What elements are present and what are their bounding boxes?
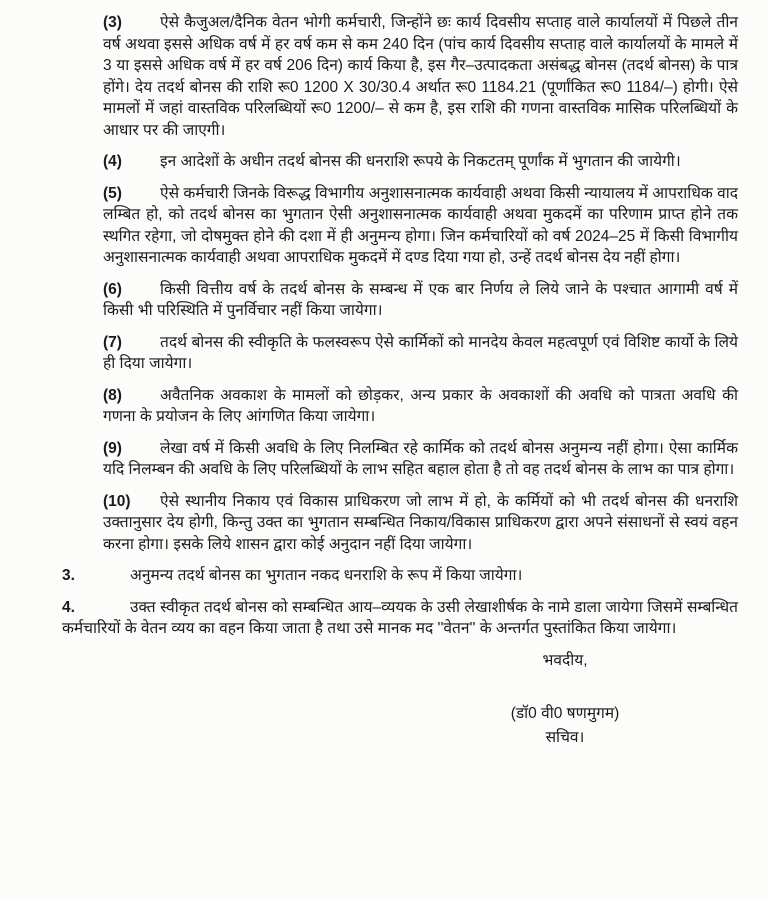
signatory-name: (डॉ0 वी0 षणमुगम) bbox=[510, 705, 620, 722]
paragraph-8-text: अवैतनिक अवकाश के मामलों को छोड़कर, अन्य प्रकार के अवकाशों की अवधि को पात्रता अवधि की गणना के प्रयोजन के लिए आंगणित किया जायेगा। bbox=[103, 386, 738, 425]
paragraph-7 bbox=[103, 332, 738, 375]
main-paragraph-3-number: 3. bbox=[62, 567, 75, 584]
signatory-title: सचिव। bbox=[545, 728, 585, 746]
paragraph-6 bbox=[103, 279, 738, 322]
paragraph-6-text: किसी वित्तीय वर्ष के तदर्थ बोनस के सम्बन्ध में एक बार निर्णय ले लिये जाने के पश्चात आगामी वर्ष में किसी भी परिस्थिति में पुनर्विचार नहीं किया जायेगा। bbox=[103, 280, 738, 319]
main-paragraph-4-number: 4. bbox=[62, 598, 75, 616]
paragraph-9-number: (9) bbox=[103, 439, 122, 457]
paragraph-5 bbox=[103, 183, 738, 269]
paragraph-4-text: इन आदेशों के अधीन तदर्थ बोनस की धनराशि रूपये के निकटतम् पूर्णांक में भुगतान की जायेगी। bbox=[160, 153, 681, 170]
paragraph-10-text: ऐसे स्थानीय निकाय एवं विकास प्राधिकरण जो लाभ में हो, के कर्मियों को भी तदर्थ बोनस की धनराशि उक्तानुसार देय होगी, किन्तु उक्त का भुगतान सम्बन्धित निकाय/विकास प्राधिकरण द्वारा अपने संसाधनों से स्वयं वहन करना होगा। इसके लिये शासन द्वारा कोई अनुदान नहीं दिया जायेगा। bbox=[103, 492, 738, 553]
paragraph-3 bbox=[103, 12, 738, 141]
paragraph-7-text: तदर्थ बोनस की स्वीकृति के फलस्वरूप ऐसे कार्मिकों को मानदेय केवल महत्वपूर्ण एवं विशिष्ट कार्यो के लिये ही दिया जायेगा। bbox=[103, 333, 738, 372]
paragraph-3-text: ऐसे कैजुअल/दैनिक वेतन भोगी कर्मचारी, जिन्होंने छः कार्य दिवसीय सप्ताह वाले कार्यालयों में पिछले तीन वर्ष अथवा इससे अधिक वर्ष में हर वर्ष कम से कम 240 दिन (पांच कार्य दिवसीय सप्ताह वाले कार्यालयों के मामले में 3 या इससे अधिक वर्ष में हर वर्ष 206 दिन) कार्य किया है, इस गैर–उत्पादकता असंबद्ध बोनस (तदर्थ बोनस) के पात्र होंगे। देय तदर्थ बोनस की राशि रू0 1200 X 30/30.4 अर्थात रू0 1184.21 (पूर्णांकित रू0 1184/–) होगी। ऐसे मामलों में जहां वास्तविक परिलब्धियों रू0 1200/– से कम है, इस राशि की गणना वास्तविक मासिक परिलब्धियों के आधार पर की जाएगी। bbox=[103, 14, 738, 139]
main-paragraph-3 bbox=[62, 565, 738, 587]
valediction: भवदीय, bbox=[542, 651, 588, 669]
paragraph-5-text: ऐसे कर्मचारी जिनके विरूद्ध विभागीय अनुशासनात्मक कार्यवाही अथवा किसी न्यायालय में आपराधिक वाद लम्बित हो, को तदर्थ बोनस का भुगतान ऐसी अनुशासनात्मक कार्यवाही अथवा मुकदमें का परिणाम प्राप्त होने तक स्थगित रहेगा, जो दोषमुक्त होने की दशा में ही अनुमन्य होगा। जिन कर्मचारियों को वर्ष 2024–25 में किसी विभागीय अनुशासनात्मक कार्यवाही अथवा आपराधिक मुकदमें में दण्ड दिया गया हो, उन्हें तदर्थ बोनस देय नहीं होगा। bbox=[103, 184, 738, 266]
paragraph-9-text: लेखा वर्ष में किसी अवधि के लिए निलम्बित रहे कार्मिक को तदर्थ बोनस अनुमन्य नहीं होगा। ऐसा कार्मिक यदि निलम्बन की अवधि के लिए परिलब्धियों के लाभ सहित बहाल होता है तो वह तदर्थ बोनस के लाभ का पात्र होगा। bbox=[103, 439, 738, 478]
paragraph-3-number: (3) bbox=[103, 14, 122, 31]
paragraph-9 bbox=[103, 438, 738, 481]
closing-block bbox=[450, 650, 680, 749]
paragraph-10 bbox=[103, 491, 738, 556]
paragraph-4 bbox=[103, 151, 738, 173]
main-paragraph-3-text: अनुमन्य तदर्थ बोनस का भुगतान नकद धनराशि के रूप में किया जायेगा। bbox=[130, 567, 523, 584]
paragraph-7-number: (7) bbox=[103, 333, 122, 351]
paragraph-6-number: (6) bbox=[103, 280, 122, 298]
main-paragraph-4-text: उक्त स्वीकृत तदर्थ बोनस को सम्बन्धित आय–व्ययक के उसी लेखाशीर्षक के नामे डाला जायेगा जिसमें सम्बन्धित कर्मचारियों के वेतन व्यय का वहन किया जाता है तथा उसे मानक मद ''वेतन'' के अन्तर्गत पुस्तांकित किया जायेगा। bbox=[62, 598, 738, 637]
paragraph-5-number: (5) bbox=[103, 184, 122, 202]
paragraph-8 bbox=[103, 385, 738, 428]
main-paragraph-4 bbox=[62, 597, 738, 640]
paragraph-8-number: (8) bbox=[103, 386, 122, 404]
paragraph-4-number: (4) bbox=[103, 153, 122, 170]
paragraph-10-number: (10) bbox=[103, 492, 131, 510]
